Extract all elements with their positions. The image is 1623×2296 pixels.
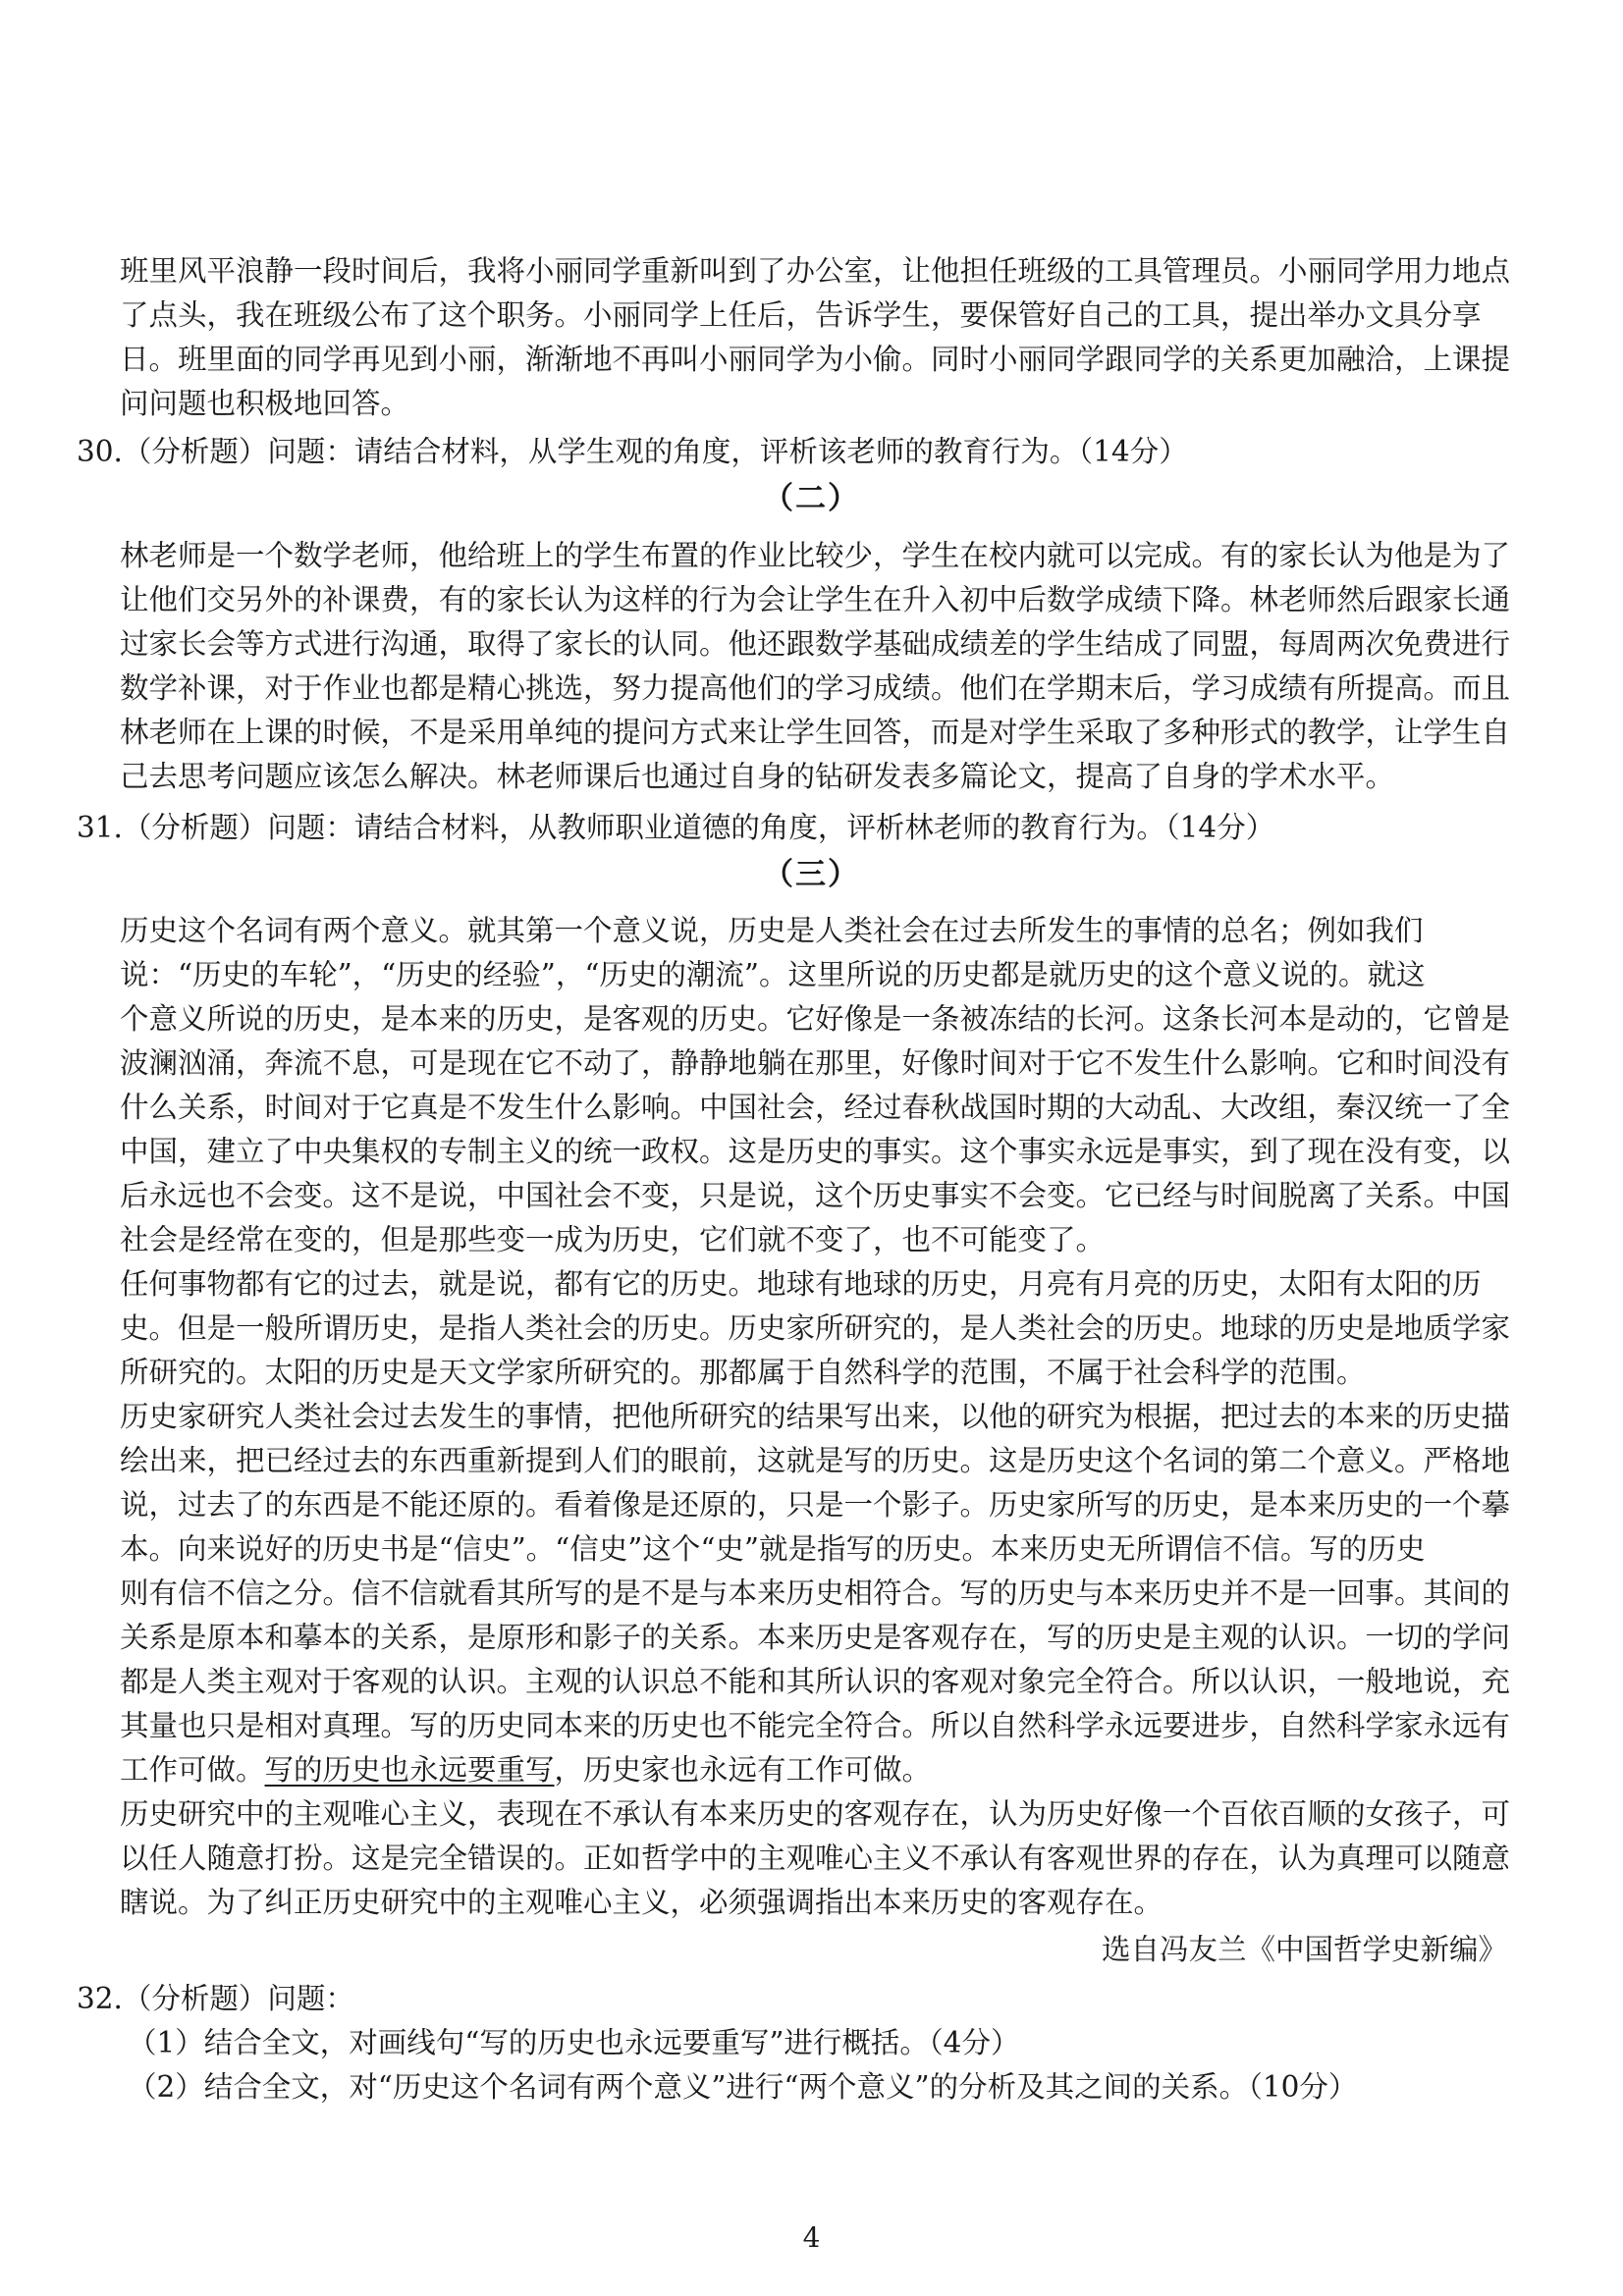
material3-line: 后永远也不会变。这不是说，中国社会不变，只是说，这个历史事实不会变。它已经与时间脱离了关系。中国	[120, 1179, 1511, 1212]
section-heading-3: （三）	[763, 857, 860, 892]
source-citation: 选自冯友兰《中国哲学史新编》	[1101, 1933, 1507, 1966]
question-32-part-1: （1）结合全文，对画线句“写的历史也永远要重写”进行概括。（4分）	[128, 2026, 1020, 2059]
material3-line: 波澜汹涌，奔流不息，可是现在它不动了，静静地躺在那里，好像时间对于它不发生什么影响。它和时间没有	[120, 1046, 1511, 1080]
material3-line: 社会是经常在变的，但是那些变一成为历史，它们就不变了，也不可能变了。	[120, 1223, 1106, 1256]
material3-line: 绘出来，把已经过去的东西重新提到人们的眼前，这就是写的历史。这是历史这个名词的第二个意义。严格地	[120, 1444, 1511, 1477]
material3-line: 任何事物都有它的过去，就是说，都有它的历史。地球有地球的历史，月亮有月亮的历史，太阳有太阳的历	[120, 1267, 1482, 1301]
material2-line: 林老师在上课的时候，不是采用单纯的提问方式来让学生回答，而是对学生采取了多种形式的教学，让学生自	[120, 716, 1511, 749]
material3-line: 史。但是一般所谓历史，是指人类社会的历史。历史家所研究的，是人类社会的历史。地球的历史是地质学家	[120, 1311, 1511, 1345]
material3-line: 其量也只是相对真理。写的历史同本来的历史也不能完全符合。所以自然科学永远要进步，自然科学家永远有	[120, 1709, 1511, 1742]
material3-line: 历史研究中的主观唯心主义，表现在不承认有本来历史的客观存在，认为历史好像一个百依百顺的女孩子，可	[120, 1797, 1511, 1831]
question-31: 31.（分析题）问题：请结合材料，从教师职业道德的角度，评析林老师的教育行为。（14分）	[77, 811, 1275, 844]
material3-line: 中国，建立了中央集权的专制主义的统一政权。这是历史的事实。这个事实永远是事实，到了现在没有变，以	[120, 1135, 1511, 1168]
material3-line: 则有信不信之分。信不信就看其所写的是不是与本来历史相符合。写的历史与本来历史并不是一回事。其间的	[120, 1576, 1511, 1610]
material3-line: 所研究的。太阳的历史是天文学家所研究的。那都属于自然科学的范围，不属于社会科学的范围。	[120, 1356, 1366, 1389]
underlined-sentence: 写的历史也永远要重写	[264, 1753, 555, 1787]
material3-line: 瞎说。为了纠正历史研究中的主观唯心主义，必须强调指出本来历史的客观存在。	[120, 1886, 1163, 1919]
material3-line: 说，过去了的东西是不能还原的。看着像是还原的，只是一个影子。历史家所写的历史，是本来历史的一个摹	[120, 1488, 1511, 1522]
material3-line-with-underline	[120, 1752, 931, 1788]
material2-line: 过家长会等方式进行沟通，取得了家长的认同。他还跟数学基础成绩差的学生结成了同盟，每周两次免费进行	[120, 627, 1511, 661]
material3-line: 历史家研究人类社会过去发生的事情，把他所研究的结果写出来，以他的研究为根据，把过去的本来的历史描	[120, 1400, 1511, 1433]
material3-line: 都是人类主观对于客观的认识。主观的认识总不能和其所认识的客观对象完全符合。所以认识，一般地说，充	[120, 1665, 1511, 1698]
material3-line: 本。向来说好的历史书是“信史”。“信史”这个“史”就是指写的历史。本来历史无所谓信不信。写的历史	[120, 1532, 1426, 1566]
text-segment: ，历史家也永远有工作可做。	[554, 1753, 932, 1787]
material1-line: 班里风平浪静一段时间后，我将小丽同学重新叫到了办公室，让他担任班级的工具管理员。小丽同学用力地点	[120, 254, 1511, 288]
material1-line: 日。班里面的同学再见到小丽，渐渐地不再叫小丽同学为小偷。同时小丽同学跟同学的关系更加融洽，上课提	[120, 343, 1511, 376]
material1-line: 了点头，我在班级公布了这个职务。小丽同学上任后，告诉学生，要保管好自己的工具，提出举办文具分享	[120, 298, 1482, 332]
page-number: 4	[802, 2221, 821, 2254]
material3-line: 什么关系，时间对于它真是不发生什么影响。中国社会，经过春秋战国时期的大动乱、大改组，秦汉统一了全	[120, 1091, 1511, 1124]
material2-line: 己去思考问题应该怎么解决。林老师课后也通过自身的钻研发表多篇论文，提高了自身的学术水平。	[120, 760, 1395, 793]
question-32-stem: 32.（分析题）问题：	[77, 1982, 354, 2015]
section-heading-2: （二）	[763, 481, 860, 516]
material3-line: 历史这个名词有两个意义。就其第一个意义说，历史是人类社会在过去所发生的事情的总名；例如我们	[120, 914, 1424, 947]
material2-line: 让他们交另外的补课费，有的家长认为这样的行为会让学生在升入初中后数学成绩下降。林老师然后跟家长通	[120, 583, 1511, 616]
material3-line: 说：“历史的车轮”，“历史的经验”，“历史的潮流”。这里所说的历史都是就历史的这个意义说的。就这	[120, 958, 1426, 991]
material3-line: 以任人随意打扮。这是完全错误的。正如哲学中的主观唯心主义不承认有客观世界的存在，认为真理可以随意	[120, 1842, 1511, 1875]
material3-line: 关系是原本和摹本的关系，是原形和影子的关系。本来历史是客观存在，写的历史是主观的认识。一切的学问	[120, 1621, 1511, 1654]
material3-line: 个意义所说的历史，是本来的历史，是客观的历史。它好像是一条被冻结的长河。这条长河本是动的，它曾是	[120, 1002, 1511, 1036]
material1-line: 问问题也积极地回答。	[120, 387, 410, 420]
material2-line: 数学补课，对于作业也都是精心挑选，努力提高他们的学习成绩。他们在学期末后，学习成绩有所提高。而且	[120, 671, 1511, 705]
material2-line: 林老师是一个数学老师，他给班上的学生布置的作业比较少，学生在校内就可以完成。有的家长认为他是为了	[120, 539, 1511, 572]
question-32-part-2: （2）结合全文，对“历史这个名词有两个意义”进行“两个意义”的分析及其之间的关系。（10分）	[128, 2070, 1358, 2104]
question-30: 30.（分析题）问题：请结合材料，从学生观的角度，评析该老师的教育行为。（14分）	[77, 435, 1188, 468]
text-segment: 工作可做。	[120, 1753, 265, 1787]
